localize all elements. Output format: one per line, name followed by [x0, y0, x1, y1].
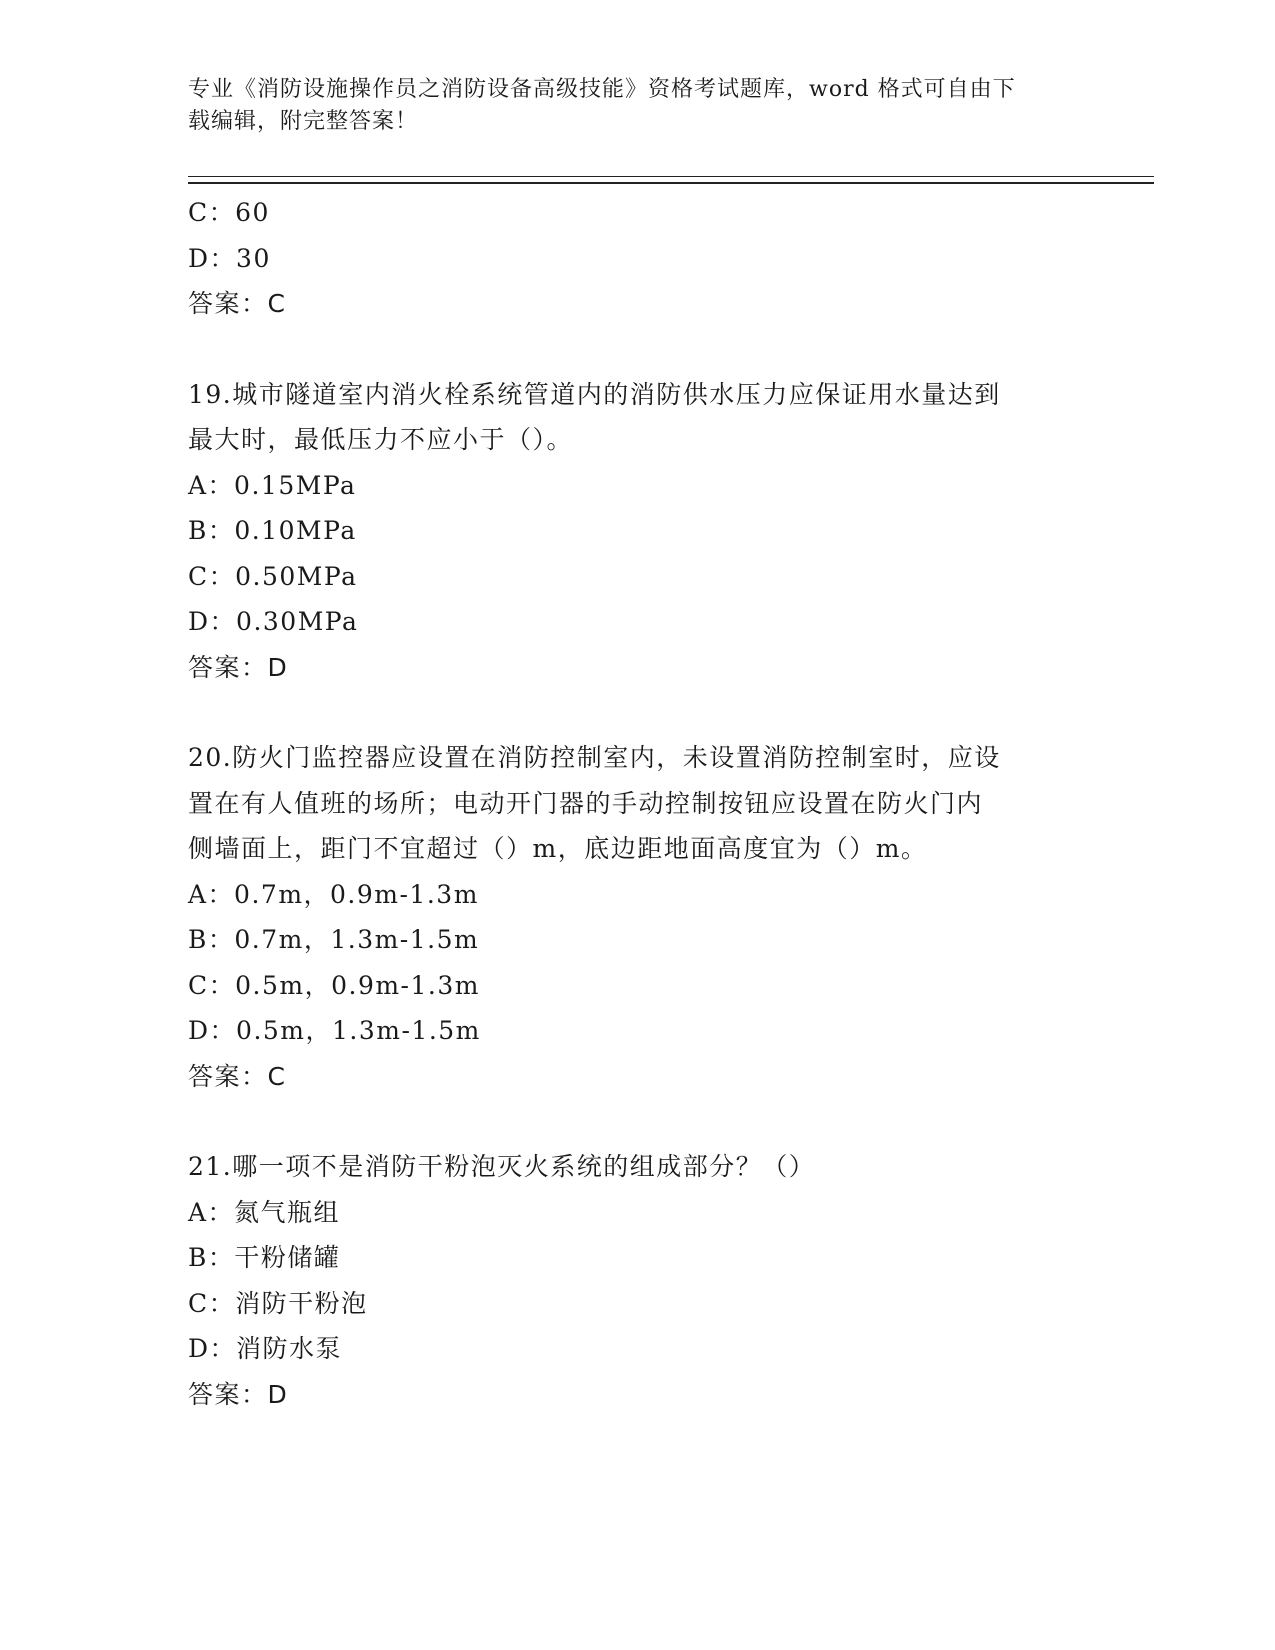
option-d: D：0.5m，1.3m-1.5m — [188, 1016, 481, 1045]
option-a: A：氮气瓶组 — [188, 1197, 341, 1227]
question-stem-line: 侧墙面上，距门不宜超过（）m，底边距地面高度宜为（）m。 — [188, 834, 928, 863]
spacer — [188, 1099, 1088, 1144]
question-stem-line: 置在有人值班的场所；电动开门器的手动控制按钮应设置在防火门内 — [188, 788, 984, 818]
option-d: D：0.30MPa — [188, 607, 359, 636]
option-c: C：消防干粉泡 — [188, 1288, 368, 1318]
spacer — [188, 690, 1088, 735]
header-divider-thin — [188, 176, 1154, 177]
option-a: A：0.15MPa — [188, 470, 357, 500]
option-b: B：0.10MPa — [188, 516, 357, 545]
question-stem-line: 21.哪一项不是消防干粉泡灭火系统的组成部分？（） — [188, 1152, 816, 1181]
option-d: D：30 — [188, 243, 271, 273]
question-stem-line: 19.城市隧道室内消火栓系统管道内的消防供水压力应保证用水量达到 — [188, 379, 1001, 409]
question-list — [188, 190, 1088, 1417]
header-divider-thick — [188, 182, 1154, 184]
option-b: B：0.7m，1.3m-1.5m — [188, 925, 480, 954]
option-a: A：0.7m，0.9m-1.3m — [188, 879, 479, 909]
header-line-2: 载编辑，附完整答案！ — [188, 109, 419, 134]
spacer — [188, 327, 1088, 372]
question-20 — [188, 735, 1088, 1099]
header-line-1: 专业《消防设施操作员之消防设备高级技能》资格考试题库，word 格式可自由下 — [188, 77, 1016, 102]
option-c: C：0.5m，0.9m-1.3m — [188, 970, 480, 1000]
answer-line: 答案：D — [188, 652, 289, 682]
answer-line: 答案：C — [188, 289, 287, 318]
previous-question-tail — [188, 190, 1088, 327]
answer-line: 答案：C — [188, 1061, 287, 1091]
option-d: D：消防水泵 — [188, 1334, 343, 1363]
question-stem-line: 20.防火门监控器应设置在消防控制室内，未设置消防控制室时，应设 — [188, 743, 1001, 772]
question-19 — [188, 372, 1088, 691]
document-header — [188, 74, 1068, 138]
answer-line: 答案：D — [188, 1379, 289, 1409]
question-21 — [188, 1144, 1088, 1417]
option-b: B：干粉储罐 — [188, 1243, 341, 1272]
option-c: C：0.50MPa — [188, 561, 358, 591]
option-c: C：60 — [188, 198, 270, 227]
question-stem-line: 最大时，最低压力不应小于（）。 — [188, 425, 574, 454]
